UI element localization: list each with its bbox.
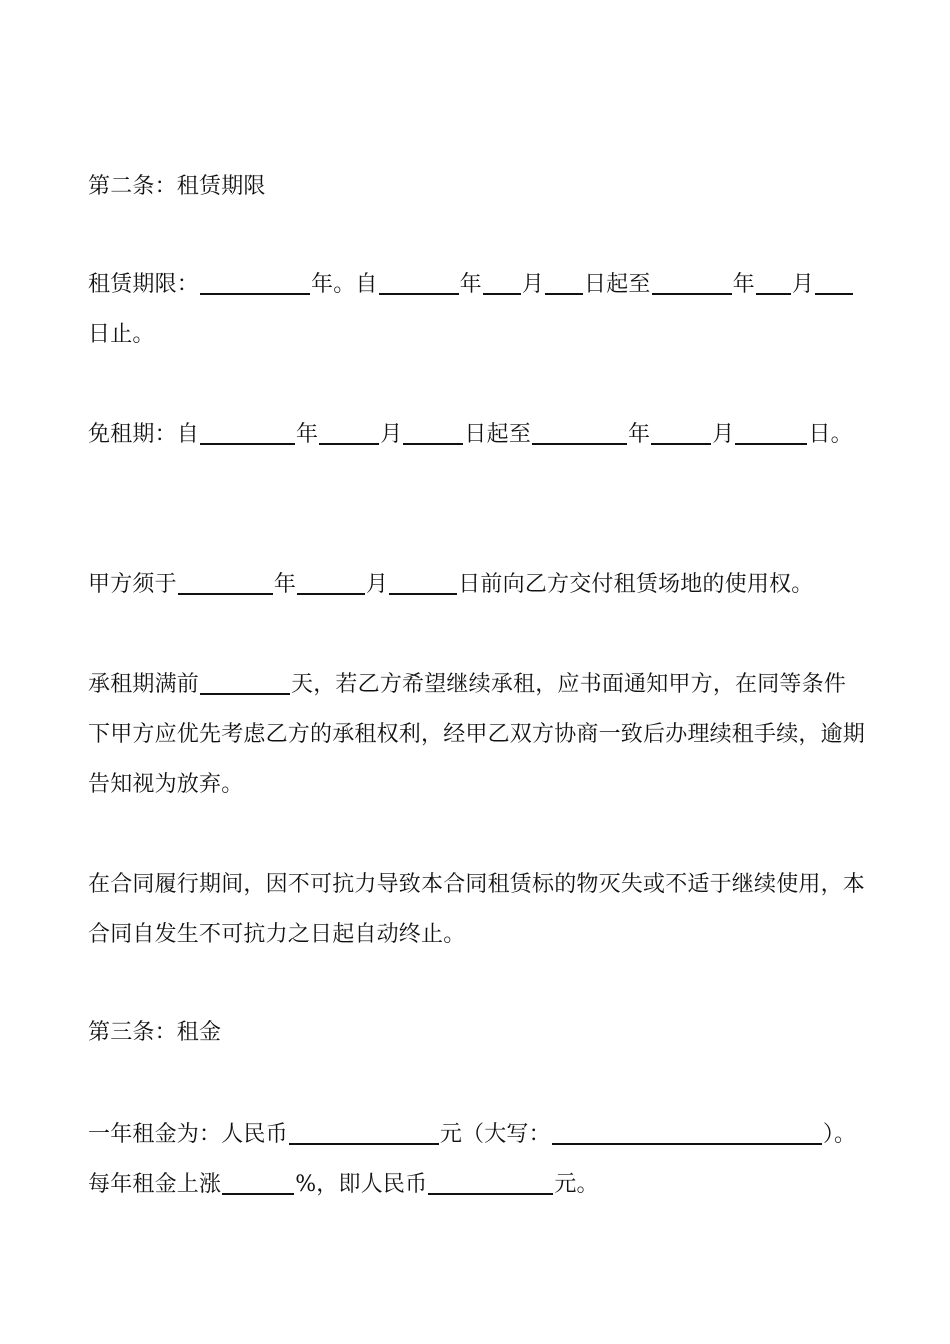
section-2-title: 第二条：租赁期限 (88, 174, 266, 199)
rent-free-start-month-blank[interactable] (319, 415, 379, 445)
rent-text: 元（大写： (439, 1122, 551, 1147)
force-majeure-paragraph (88, 860, 868, 960)
lease-end-month-blank[interactable] (756, 265, 791, 295)
rent-text: %，即人民币 (295, 1172, 428, 1197)
lease-term-paragraph (88, 260, 868, 360)
delivery-label: 甲方须于 (88, 572, 177, 597)
delivery-paragraph (88, 560, 868, 610)
delivery-text: 年 (273, 572, 297, 597)
lease-start-month-blank[interactable] (483, 265, 521, 295)
rent-free-start-year-blank[interactable] (200, 415, 295, 445)
rent-label: 一年租金为：人民币 (88, 1122, 288, 1147)
renewal-label: 承租期满前 (88, 672, 200, 697)
rent-text: 元。 (554, 1172, 599, 1197)
rent-free-paragraph (88, 410, 868, 460)
delivery-day-blank[interactable] (389, 565, 457, 595)
section-2-heading (88, 162, 868, 212)
rent-free-text: 日。 (808, 422, 853, 447)
lease-term-label: 租赁期限： (88, 272, 200, 297)
renewal-text: 天，若乙方希望继续承租，应书面通知甲方，在同等条件下甲方应优先考虑乙方的承租权利，经甲乙双方协商一致后办理续租手续，逾期告知视为放弃。 (88, 672, 866, 797)
force-majeure-text: 在合同履行期间，因不可抗力导致本合同租赁标的物灭失或不适于继续使用，本合同自发生不可抗力之日起自动终止。 (88, 872, 866, 947)
lease-term-text: 月 (791, 272, 815, 297)
lease-end-year-blank[interactable] (652, 265, 732, 295)
rent-free-label: 免租期：自 (88, 422, 200, 447)
rent-amount-words-blank[interactable] (552, 1115, 822, 1145)
rent-free-start-day-blank[interactable] (403, 415, 463, 445)
rent-free-text: 年 (628, 422, 651, 447)
lease-term-text: 年 (459, 272, 482, 297)
delivery-text: 月 (366, 572, 389, 597)
renewal-days-blank[interactable] (200, 665, 290, 695)
rent-free-text: 年 (296, 422, 319, 447)
delivery-month-blank[interactable] (297, 565, 365, 595)
section-3-title: 第三条：租金 (88, 1020, 222, 1045)
rent-free-text: 月 (380, 422, 403, 447)
rent-free-end-day-blank[interactable] (735, 415, 807, 445)
renewal-paragraph (88, 660, 868, 810)
rent-free-end-year-blank[interactable] (532, 415, 627, 445)
lease-term-text: 日起至 (584, 272, 651, 297)
rent-amount-blank[interactable] (289, 1115, 439, 1145)
lease-term-text: 年 (732, 272, 755, 297)
lease-start-day-blank[interactable] (545, 265, 583, 295)
delivery-year-blank[interactable] (178, 565, 273, 595)
lease-end-day-blank[interactable] (815, 265, 853, 295)
lease-term-text: 月 (521, 272, 545, 297)
lease-years-blank[interactable] (200, 265, 310, 295)
lease-start-year-blank[interactable] (379, 265, 459, 295)
delivery-text: 日前向乙方交付租赁场地的使用权。 (458, 572, 814, 597)
rent-increase-amount-blank[interactable] (428, 1165, 553, 1195)
section-3-heading (88, 1008, 868, 1058)
rent-free-text: 月 (712, 422, 735, 447)
rent-text: ）。每年租金上涨 (88, 1122, 857, 1197)
rent-free-end-month-blank[interactable] (651, 415, 711, 445)
rent-paragraph (88, 1110, 868, 1210)
rent-free-text: 日起至 (464, 422, 532, 447)
lease-term-text: 日止。 (88, 322, 155, 347)
rent-increase-percent-blank[interactable] (222, 1165, 294, 1195)
lease-term-text: 年。自 (311, 272, 378, 297)
